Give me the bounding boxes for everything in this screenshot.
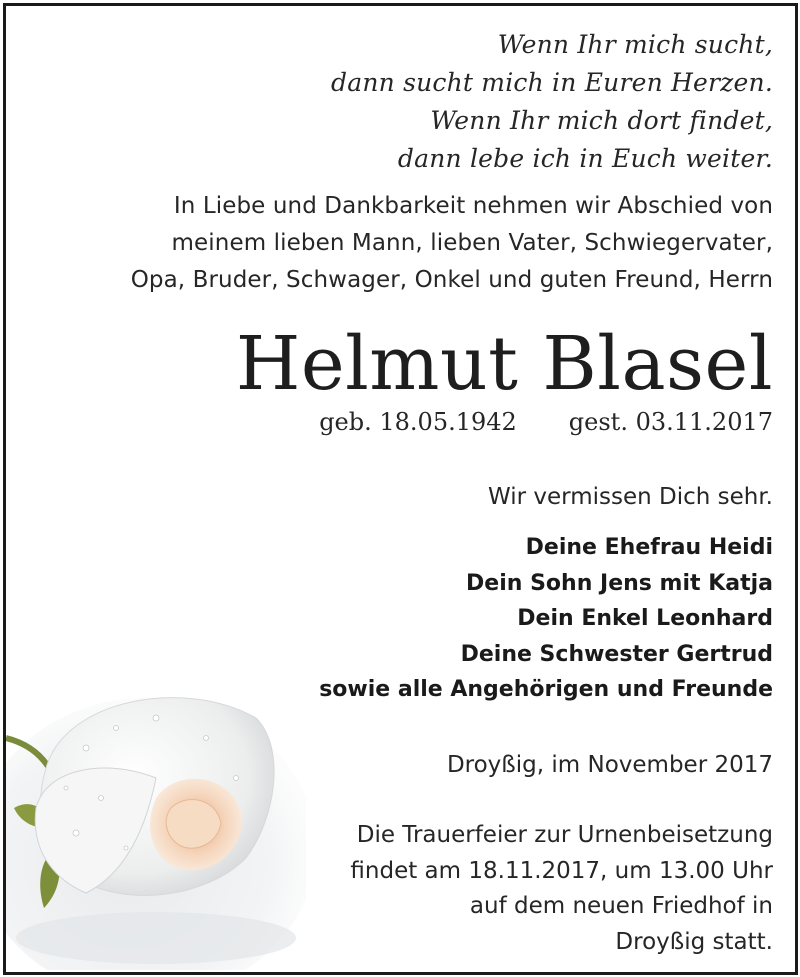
intro-line: meinem lieben Mann, lieben Vater, Schwiegervater, [171, 230, 773, 256]
verse-line: dann sucht mich in Euren Herzen. [331, 68, 773, 97]
birth-date: geb. 18.05.1942 [319, 408, 517, 436]
miss-line: Wir vermissen Dich sehr. [487, 484, 773, 510]
verse-line: Wenn Ihr mich sucht, [497, 30, 773, 59]
mourner-entry: Deine Schwester Gertrud [460, 641, 773, 667]
verse-line: dann lebe ich in Euch weiter. [397, 144, 773, 173]
intro-line: Opa, Bruder, Schwager, Onkel und guten Freund, Herrn [130, 267, 773, 293]
funeral-line: Die Trauerfeier zur Urnenbeisetzung [356, 822, 773, 848]
life-dates [319, 406, 773, 438]
mourner-entry: Dein Enkel Leonhard [517, 606, 773, 631]
funeral-info [350, 818, 773, 960]
funeral-line: findet am 18.11.2017, um 13.00 Uhr [350, 857, 773, 884]
mourner-entry: Deine Ehefrau Heidi [525, 535, 773, 560]
intro-line: In Liebe und Dankbarkeit nehmen wir Abschied von [173, 193, 773, 219]
funeral-line: auf dem neuen Friedhof in [469, 893, 773, 919]
mourner-entry: sowie alle Angehörigen und Freunde [319, 677, 773, 702]
obituary-notice [3, 3, 798, 975]
mourner-entry: Dein Sohn Jens mit Katja [466, 570, 773, 596]
white-rose-icon [6, 658, 306, 970]
funeral-line: Droyßig statt. [615, 928, 773, 955]
poem-verse [331, 26, 773, 178]
place-date: Droyßig, im November 2017 [446, 752, 773, 778]
verse-line: Wenn Ihr mich dort findet, [430, 106, 773, 135]
death-date: gest. 03.11.2017 [568, 408, 773, 436]
deceased-name: Helmut Blasel [235, 321, 773, 407]
intro-text [131, 188, 773, 299]
mourners-list [319, 530, 773, 708]
